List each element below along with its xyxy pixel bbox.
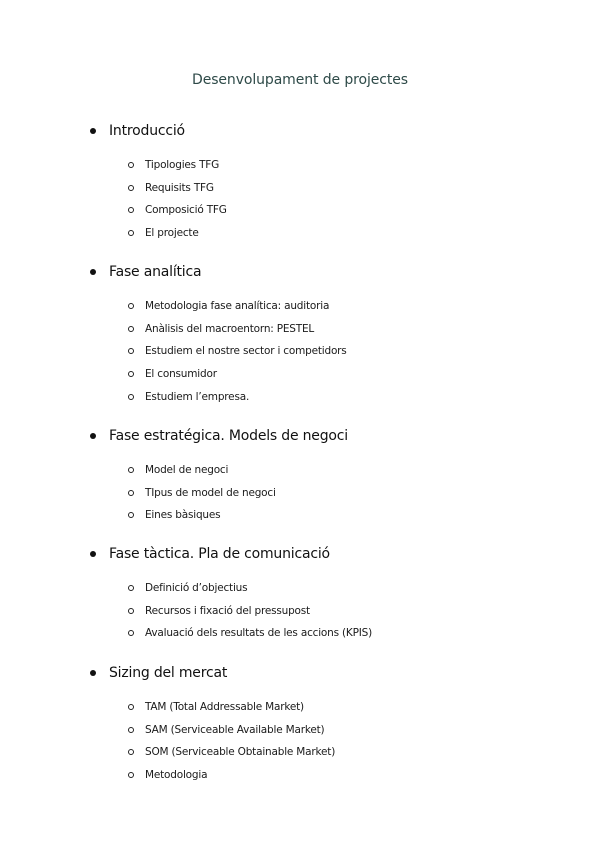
- circle-bullet-icon: [128, 749, 134, 755]
- list-item-label: Avaluació dels resultats de les accions (KPIS): [145, 627, 372, 640]
- circle-bullet-icon: [128, 230, 134, 236]
- bullet-icon: [90, 433, 96, 439]
- sub-list: [90, 696, 335, 786]
- circle-bullet-icon: [128, 772, 134, 778]
- bullet-icon: [90, 269, 96, 275]
- list-item: [90, 363, 347, 386]
- sub-list: [90, 154, 227, 244]
- circle-bullet-icon: [128, 512, 134, 518]
- section-label: Sizing del mercat: [109, 665, 228, 681]
- list-item-label: Metodologia fase analítica: auditoria: [145, 300, 330, 313]
- list-item-label: Metodologia: [145, 769, 208, 782]
- circle-bullet-icon: [128, 727, 134, 733]
- list-item: [90, 318, 347, 341]
- list-item: [90, 295, 347, 318]
- section-heading: [90, 545, 372, 563]
- list-item: [90, 504, 348, 527]
- list-item-label: Requisits TFG: [145, 181, 214, 194]
- circle-bullet-icon: [128, 490, 134, 496]
- circle-bullet-icon: [128, 394, 134, 400]
- circle-bullet-icon: [128, 162, 134, 168]
- section-label: Fase tàctica. Pla de comunicació: [109, 546, 330, 562]
- list-item: [90, 459, 348, 482]
- circle-bullet-icon: [128, 207, 134, 213]
- list-item: [90, 764, 335, 787]
- circle-bullet-icon: [128, 303, 134, 309]
- list-item-label: Composició TFG: [145, 204, 227, 217]
- list-item: [90, 199, 227, 222]
- section-label: Fase analítica: [109, 264, 202, 280]
- section-fase-estrategica: [90, 427, 348, 527]
- list-item: [90, 222, 227, 245]
- section-heading: [90, 122, 227, 140]
- sub-list: [90, 459, 348, 527]
- bullet-icon: [90, 551, 96, 557]
- bullet-icon: [90, 670, 96, 676]
- list-item: [90, 154, 227, 177]
- circle-bullet-icon: [128, 326, 134, 332]
- list-item: [90, 177, 227, 200]
- list-item: [90, 741, 335, 764]
- list-item-label: SOM (Serviceable Obtainable Market): [145, 746, 336, 759]
- list-item-label: Recursos i fixació del pressupost: [145, 604, 310, 617]
- section-fase-analitica: [90, 263, 347, 408]
- list-item-label: El projecte: [145, 227, 199, 240]
- list-item-label: El consumidor: [145, 368, 217, 381]
- list-item-label: Estudiem el nostre sector i competidors: [145, 345, 347, 358]
- list-item-label: Anàlisis del macroentorn: PESTEL: [145, 322, 315, 335]
- list-item: [90, 577, 372, 600]
- circle-bullet-icon: [128, 704, 134, 710]
- section-heading: [90, 263, 347, 281]
- section-heading: [90, 664, 335, 682]
- section-label: Fase estratégica. Models de negoci: [109, 428, 348, 444]
- list-item-label: Estudiem l’empresa.: [145, 390, 250, 403]
- section-fase-tactica: [90, 545, 372, 645]
- list-item-label: Model de negoci: [145, 464, 229, 477]
- list-item: [90, 696, 335, 719]
- circle-bullet-icon: [128, 371, 134, 377]
- list-item-label: Tipologies TFG: [145, 159, 220, 172]
- list-item: [90, 622, 372, 645]
- sub-list: [90, 577, 372, 645]
- list-item-label: TIpus de model de negoci: [145, 486, 276, 499]
- list-item: [90, 600, 372, 623]
- sub-list: [90, 295, 347, 408]
- list-item: [90, 340, 347, 363]
- bullet-icon: [90, 128, 96, 134]
- circle-bullet-icon: [128, 185, 134, 191]
- section-introduccio: [90, 122, 227, 244]
- circle-bullet-icon: [128, 630, 134, 636]
- list-item: [90, 385, 347, 408]
- list-item: [90, 482, 348, 505]
- circle-bullet-icon: [128, 608, 134, 614]
- list-item-label: TAM (Total Addressable Market): [145, 701, 304, 714]
- list-item-label: Eines bàsiques: [145, 509, 221, 522]
- section-label: Introducció: [109, 123, 185, 139]
- page-title: Desenvolupament de projectes: [192, 72, 408, 88]
- circle-bullet-icon: [128, 585, 134, 591]
- circle-bullet-icon: [128, 467, 134, 473]
- section-heading: [90, 427, 348, 445]
- list-item-label: SAM (Serviceable Available Market): [145, 723, 325, 736]
- list-item-label: Definició d’objectius: [145, 582, 248, 595]
- section-sizing-del-mercat: [90, 664, 335, 786]
- list-item: [90, 719, 335, 742]
- circle-bullet-icon: [128, 348, 134, 354]
